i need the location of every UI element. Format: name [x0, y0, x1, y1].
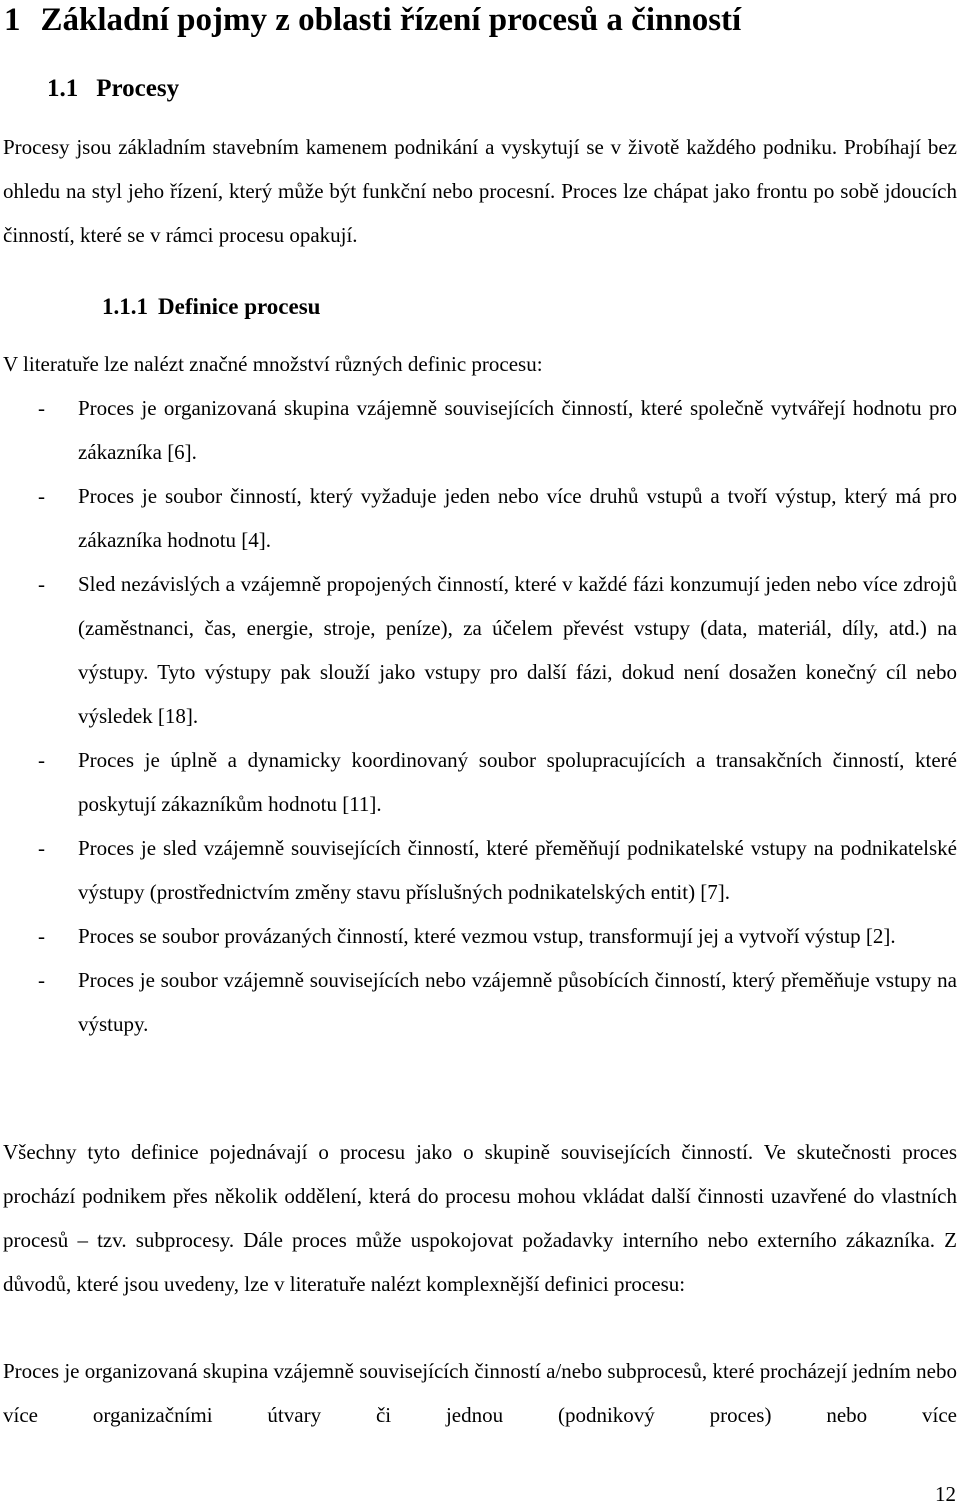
list-item-text: Proces je soubor činností, který vyžaduje jeden nebo více druhů vstupů a tvoří výstup, který má pro zákazníka hodnotu [4].: [78, 484, 957, 552]
chapter-title: Základní pojmy z oblasti řízení procesů a činností: [40, 2, 742, 38]
list-item-text: Sled nezávislých a vzájemně propojených činností, které v každé fázi konzumují jeden nebo více zdrojů (zaměstnanci, čas, energie, stroje, peníze), za účelem převést vstupy (data, materiál, díly, atd.) na výstupy. Tyto výstupy pak slouží jako vstupy pro další fázi, dokud není dosažen konečný cíl nebo výsledek [18].: [78, 572, 957, 728]
list-item: [3, 562, 957, 738]
list-item-text: Proces je úplně a dynamicky koordinovaný soubor spolupracujících a transakčních činností, které poskytují zákazníkům hodnotu [11].: [78, 748, 957, 816]
section-heading: [47, 72, 179, 106]
definition-paragraph: Proces je organizovaná skupina vzájemně souvisejících činností a/nebo subprocesů, které procházejí jedním nebo více organizačními útvary či jednou (podnikový proces) nebo více: [3, 1359, 957, 1427]
list-dash: -: [38, 968, 45, 992]
list-item: [3, 386, 957, 474]
list-item-text: Proces se soubor provázaných činností, které vezmou vstup, transformují jej a vytvoří výstup [2].: [78, 924, 896, 948]
list-item: [3, 958, 957, 1046]
chapter-heading: [4, 0, 741, 40]
list-item-text: Proces je organizovaná skupina vzájemně souvisejících činností, které společně vytvářejí hodnotu pro zákazníka [6].: [78, 396, 957, 464]
intro-paragraph: Procesy jsou základním stavebním kamenem podnikání a vyskytují se v životě každého podniku. Probíhají bez ohledu na styl jeho řízení, který může být funkční nebo procesní. Proces lze chápat jako frontu po sobě jdoucích činností, které se v rámci procesu opakují.: [3, 135, 957, 247]
subsection-title: Definice procesu: [158, 294, 321, 319]
subsection-heading: [102, 291, 320, 323]
list-item: [3, 826, 957, 914]
section-number: 1.1: [47, 75, 79, 102]
list-item: [3, 474, 957, 562]
definition-list: [3, 386, 957, 1046]
list-item-text: Proces je soubor vzájemně souvisejících nebo vzájemně působících činností, který přeměňuje vstupy na výstupy.: [78, 968, 957, 1036]
list-dash: -: [38, 484, 45, 508]
list-item-text: Proces je sled vzájemně souvisejících činností, které přeměňují podnikatelské vstupy na podnikatelské výstupy (prostřednictvím změny stavu příslušných podnikatelských entit) [7].: [78, 836, 957, 904]
lead-paragraph: V literatuře lze nalézt značné množství různých definic procesu:: [3, 352, 543, 376]
list-item: [3, 914, 957, 958]
page-number: 12: [935, 1482, 956, 1506]
list-item: [3, 738, 957, 826]
chapter-number: 1: [4, 2, 21, 38]
list-dash: -: [38, 396, 45, 420]
subsection-number: 1.1.1: [102, 294, 148, 319]
list-dash: -: [38, 836, 45, 860]
list-dash: -: [38, 748, 45, 772]
section-title: Procesy: [96, 75, 180, 102]
summary-paragraph: Všechny tyto definice pojednávají o procesu jako o skupině souvisejících činností. Ve skutečnosti proces prochází podnikem přes několik oddělení, která do procesu mohou vkládat další činnosti uzavřené do vlastních procesů – tzv. subprocesy. Dále proces může uspokojovat požadavky interního nebo externího zákazníka. Z důvodů, které jsou uvedeny, lze v literatuře nalézt komplexnější definici procesu:: [3, 1140, 957, 1296]
list-dash: -: [38, 572, 45, 596]
list-dash: -: [38, 924, 45, 948]
